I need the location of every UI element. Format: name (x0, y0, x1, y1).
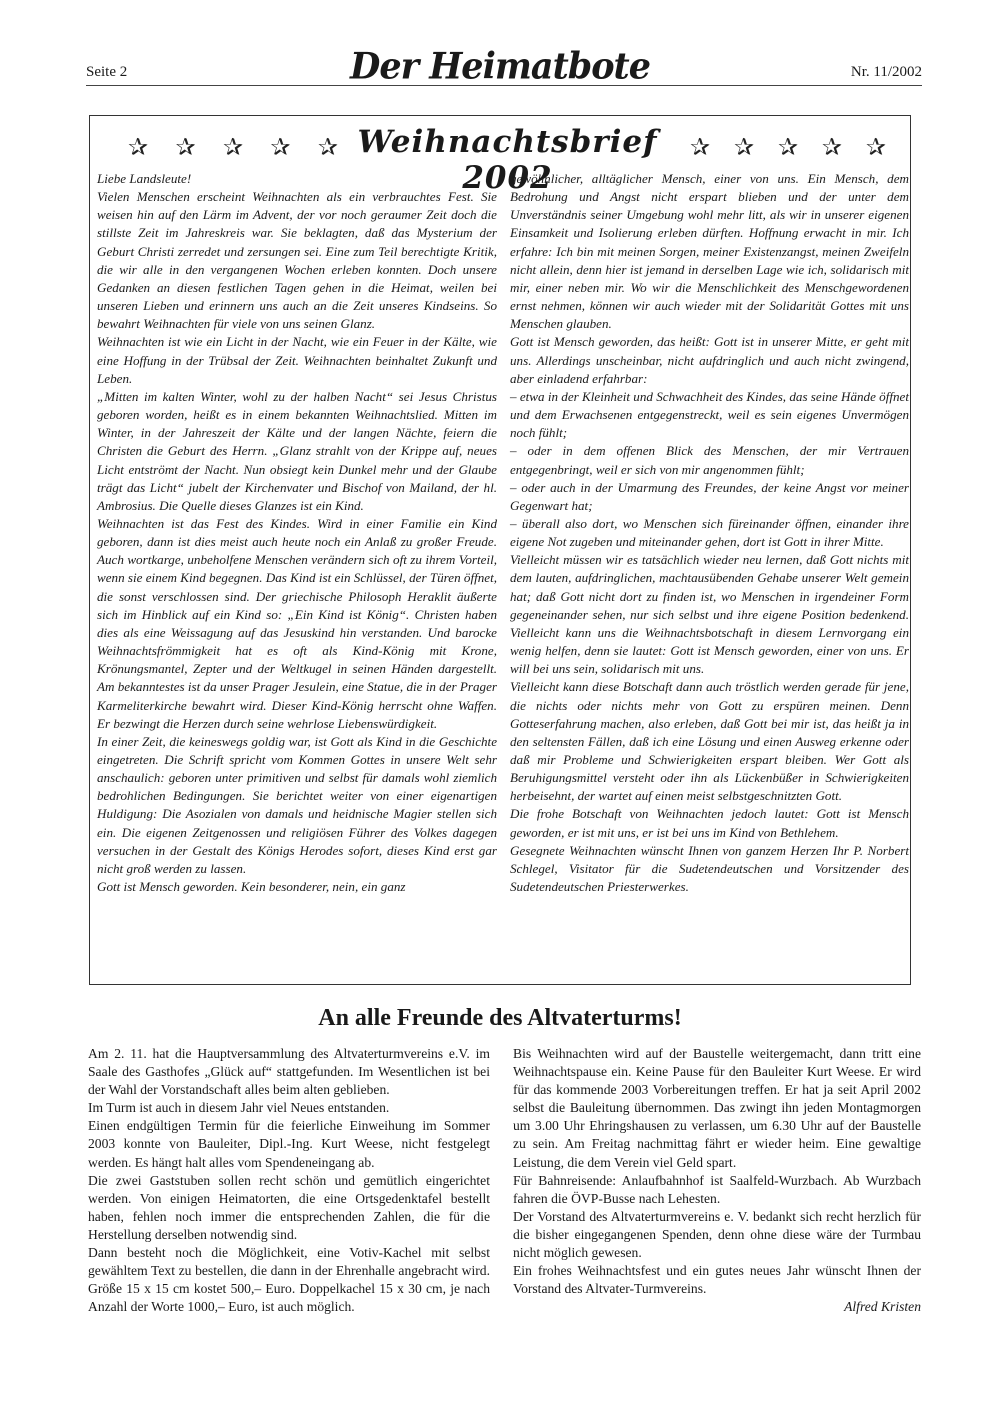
article-paragraph: Dann besteht noch die Möglichkeit, eine Votiv-Kachel mit selbst gewähltem Text zu bestellen, die dann in der Ehrenhalle angebracht wird. Größe 15 x 15 cm kostet 500,– Euro. Doppelkachel 15 x 30 cm, je nach Anzahl der Worte 1000,– Euro, ist auch möglich. (88, 1245, 490, 1315)
letter-list-item: – oder auch in der Umarmung des Freundes, der keine Angst vor meiner Gegenwart hat; (510, 479, 909, 513)
star-icon: ✰ (777, 134, 799, 161)
star-icon: ✰ (865, 134, 886, 161)
star-icon: ✰ (128, 134, 149, 161)
article-paragraph: Einen endgültigen Termin für die feierliche Einweihung im Sommer 2003 konnte von Bauleiter, Dipl.-Ing. Kurt Weese, nicht festgelegt werden. Es hängt halt alles vom Spendeneingang ab. (88, 1118, 490, 1170)
issue-number: Nr. 11/2002 (850, 64, 922, 80)
article-paragraph: Im Turm ist auch in diesem Jahr viel Neues entstanden. (88, 1100, 390, 1116)
letter-paragraph: Vielleicht kann diese Botschaft dann auch tröstlich werden gerade für jene, die nichts oder nichts mehr von Gott zu erspüren meinen. Denn Gotteserfahrung machen, also erleben, daß Gott bei mir ist, das heißt ja in den seltensten Fällen, daß ich eine Lösung und einen Ausweg erkenne oder daß mir Probleme und Schwierigkeiten erspart bleiben. Wer Gott als Beruhigungsmittel versteht oder ihn als Lückenbüßer in Schwierigkeiten herbeisehnt, der wartet auf einen meist selbstgeschnitzten Gott. (510, 679, 909, 804)
star-row-left (128, 127, 338, 167)
article-paragraph: Bis Weihnachten wird auf der Baustelle weitergemacht, dann tritt eine Weihnachtspause ein. Keine Pause für den Bauleiter Kurt Weese. Er wird für das kommende 2003 Vorbereitungen treffen. Er hat ja seit April 2002 selbst die Bauleitung übernommen. Das zwingt ihn jeden Montagmorgen um 3.00 Uhr Ehringshausen zu verlassen, um 6.30 Uhr auf der Baustelle zu sein. Am Freitag nachmittag fährt er wieder heim. Eine gewaltige Leistung, die dem Verein viel Geld spart. (513, 1046, 921, 1170)
article-headline: An alle Freunde des Altvaterturms! (318, 1005, 682, 1031)
article-paragraph: Ein frohes Weihnachtsfest und ein gutes neues Jahr wünscht Ihnen der Vorstand des Altvater-Turmvereins. (513, 1263, 921, 1297)
article-right-column (513, 1045, 921, 1316)
letter-paragraph: Gott ist Mensch geworden. Kein besonderer, nein, ein ganz (97, 879, 406, 895)
star-icon: ✰ (270, 134, 291, 161)
letter-paragraph: gewöhnlicher, alltäglicher Mensch, einer von uns. Ein Mensch, dem Bedrohung und Angst nicht erspart blieben und der unter dem Unverständnis seiner Umgebung wohl mehr litt, als wir in unserer eigenen Einsamkeit und Isolierung erleben dürften. Hoffnung erwacht in mir. Ich erfahre: Ich bin mit meinen Sorgen, meiner Existenzangst, meinen Zweifeln nicht allein, denn hier ist jemand in derselben Lage wie ich, solidarisch mit mir, einer neben mir. Wo wir die Menschlichkeit des Menschgewordenen ernst nehmen, können wir auch wieder mit der Solidarität Gottes mit uns Menschen glauben. (510, 171, 909, 332)
star-icon: ✰ (222, 134, 244, 161)
letter-list-item: – oder in dem offenen Blick des Menschen, der mir Vertrauen entgegenbringt, weil er sich von mir angenommen fühlt; (510, 443, 909, 477)
letter-paragraph: Die frohe Botschaft von Weihnachten jedoch lautet: Gott ist Mensch geworden, er ist mit uns, er ist bei uns im Kind von Bethlehem. (510, 806, 909, 840)
letter-list-item: – überall also dort, wo Menschen sich füreinander öffnen, einander ihre eigene Not zugeben und miteinander gehen, dort ist Gott in ihrer Mitte. (510, 515, 909, 550)
letter-paragraph: In einer Zeit, die keineswegs goldig war, ist Gott als Kind in die Geschichte eingetreten. Die Schrift spricht vom Kommen Gottes in unsere Welt sehr anschaulich: geboren unter primitiven und selbst für damals wohl ziemlich bedrohlichen Bedingungen. Sie berichtet weiter von einer eigenartigen Huldigung: Die Asozialen von damals und heidnische Magier stellen sich ein. Die eigenen Zeitgenossen und religiösen Führer des Volkes dagegen versuchen in der Gestalt des Königs Herodes sofort, dieses Kind erst gar nicht groß werden zu lassen. (97, 733, 497, 876)
newspaper-masthead: Der Heimatbote (349, 44, 650, 89)
star-icon: ✰ (821, 134, 843, 161)
article-paragraph: Für Bahnreisende: Anlaufbahnhof ist Saalfeld-Wurzbach. Ab Wurzbach fahren die ÖVP-Busse nach Lehesten. (513, 1172, 921, 1206)
article-paragraph: Am 2. 11. hat die Hauptversammlung des Altvaterturmvereins e.V. im Saale des Gasthofes „Glück auf“ stattgefunden. Im Wesentlichen ist bei der Wahl der Vorstandschaft alles beim alten geblieben. (88, 1046, 490, 1098)
letter-paragraph: Gesegnete Weihnachten wünscht Ihnen von ganzem Herzen Ihr P. Norbert Schlegel, Visitator für die Sudetendeutschen und Vorsitzender des Sudetendeutschen Priesterwerkes. (510, 842, 909, 895)
letter-paragraph: Liebe Landsleute! (97, 171, 192, 186)
letter-title: Weihnachtsbrief 2002 (357, 124, 658, 196)
letter-paragraph: Vielleicht müssen wir es tatsächlich wieder neu lernen, daß Gott nichts mit dem lauten, aufdringlichen, machtausübenden Gehabe unserer Welt gemein hat; daß Gott nicht dort zu finden ist, wo Menschen in irgendeiner Form gegeneinander sehen, nur sich selbst und ihre eigene Position bedenkend. Vielleicht kann uns die Weihnachtsbotschaft in diesem Lernvorgang ein wenig helfen, denn sie lautet: Gott ist Mensch geworden, einer von uns. Er will bei uns sein, solidarisch mit uns. (510, 552, 909, 677)
letter-list-item: – etwa in der Kleinheit und Schwachheit des Kindes, das seine Hände öffnet und dem Erwachsenen entgegenstreckt, weil es sein eigenes Unvermögen noch fühlt; (510, 388, 909, 441)
letter-right-column (510, 170, 909, 896)
star-icon: ✰ (690, 134, 711, 161)
article-left-column (88, 1045, 490, 1316)
article-signature: Alfred Kristen (844, 1299, 921, 1315)
star-icon: ✰ (733, 134, 755, 161)
header-rule (86, 85, 922, 86)
star-icon: ✰ (175, 134, 196, 161)
letter-paragraph: Gott ist Mensch geworden, das heißt: Gott ist in unserer Mitte, er geht mit uns. Allerdings unscheinbar, nicht aufdringlich und auch nicht zwingend, aber einladend erfahrbar: (510, 334, 909, 386)
letter-left-column (97, 170, 497, 896)
letter-paragraph: Vielen Menschen erscheint Weihnachten als ein verbrauchtes Fest. Sie weisen hin auf den Lärm im Advent, der vor noch geraumer Zeit doch die stillste Zeit im Jahreskreis war. Sie beklagten, daß das Mysterium der Geburt Christi zerredet und zersungen sei. Eine zum Teil berechtigte Kritik, die wir alle in den vergangenen Wochen erleben konnten. Doch unsere Gedanken an diesen festlichen Tagen gehen in die Heimat, weilen bei unseren Lieben und erinnern uns auch an die Zeit unseres Kindseins. So bewahrt Weihnachten für viele von uns seinen Glanz. (97, 189, 497, 332)
article-paragraph: Die zwei Gaststuben sollen recht schön und gemütlich eingerichtet werden. Von einigen Heimatorten, die eine Ortsgedenktafel bestellt haben, fehlen noch immer die entsprechenden Zahlen, die für die Herstellung derselben notwendig sind. (88, 1172, 490, 1242)
letter-paragraph: Weihnachten ist wie ein Licht in der Nacht, wie ein Feuer in der Kälte, wie eine Hoffung in der Trübsal der Zeit. Weihnachten beinhaltet Zukunft und Leben. (97, 334, 497, 386)
letter-paragraph: Weihnachten ist das Fest des Kindes. Wird in einer Familie ein Kind geboren, dann ist dies meist auch heute noch ein Anlaß zu großer Freude. Auch wortkarge, unbeholfene Menschen verändern sich oft zu ihrem Vorteil, wenn sie einem Kind begegnen. Das Kind ist ein Schlüssel, der Türen öffnet, die sonst verschlossen sind. Der griechische Philosoph Heraklit äußerte sich im Hinblick auf ein Kind so: „Ein Kind ist König“. Christen haben dies als eine Weissagung auf das Jesuskind hin verstanden. Und barocke Weihnachtsfrömmigkeit hat es oft als Kind-König mit Krone, Krönungsmantel, Zepter und der Weltkugel in seinen Händen dargestellt. Am bekanntestes ist da unser Prager Jesulein, eine Statue, die in der Prager Karmeliterkirche bewahrt wird. Dieser Kind-König herrscht ohne Waffen. Er bezwingt die Herzen durch seine wehrlose Liebenswürdigkeit. (97, 515, 498, 731)
star-icon: ✰ (317, 134, 338, 161)
letter-paragraph: „Mitten im kalten Winter, wohl zu der halben Nacht“ sei Jesus Christus geboren worden, heißt es in einem bekannten Weihnachtslied. Mitten im Winter, in der Jahreszeit der Kälte und der langen Nächte, feiern die Christen die Geburt des Herrn. „Glanz strahlt von der Krippe auf, neues Licht entströmt der Nacht. Nun obsiegt kein Dunkel mehr und der Glaube trägt das Licht“ jubelt der Kirchenvater und Bischof von Mailand, der hl. Ambrosius. Die Quelle dieses Glanzes ist ein Kind. (97, 388, 497, 513)
page-number: Seite 2 (86, 64, 128, 80)
star-row-right (690, 127, 886, 167)
article-paragraph: Der Vorstand des Altvaterturmvereins e. V. bedankt sich recht herzlich für die bisher eingegangenen Spenden, denn ohne diese wäre der Turmbau nicht möglich gewesen. (513, 1208, 921, 1261)
